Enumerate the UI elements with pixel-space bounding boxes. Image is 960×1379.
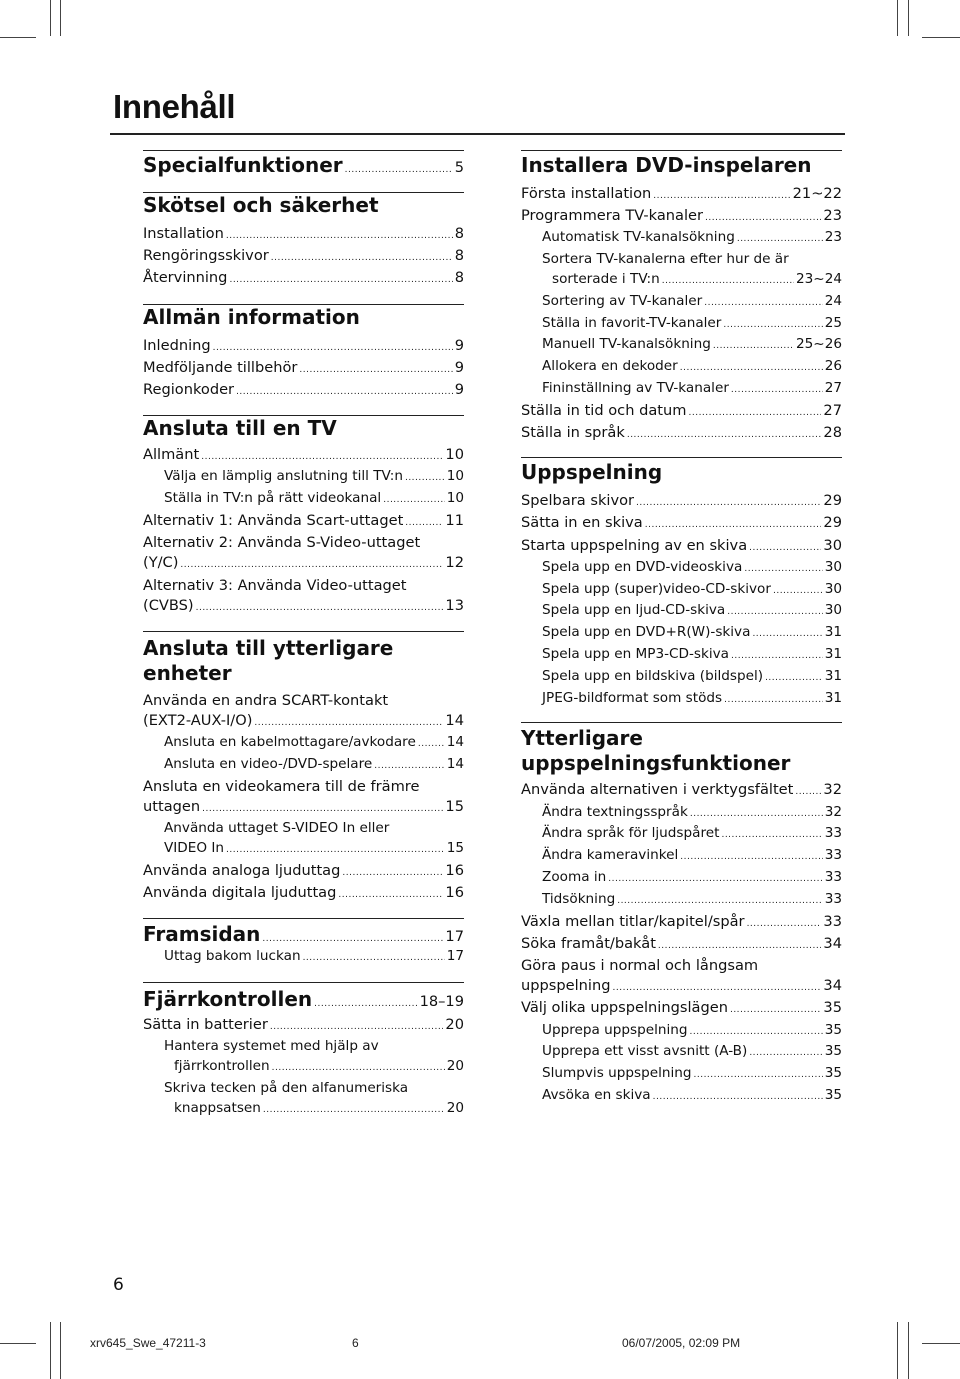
entry-label: Växla mellan titlar/kapitel/spår — [521, 912, 745, 930]
page-ref: 23 — [823, 207, 842, 225]
page-ref: 13 — [445, 596, 464, 614]
page-ref: 9 — [454, 358, 464, 376]
toc-subentry[interactable] — [521, 868, 842, 890]
leader-dots — [263, 1101, 445, 1121]
entry-label: Regionkoder — [143, 381, 235, 399]
toc-entry[interactable] — [143, 553, 464, 575]
page-ref: 35 — [824, 1086, 842, 1103]
entry-label: Allmänt — [143, 446, 200, 464]
crop-mark — [60, 0, 61, 36]
entry-label: Använda alternativen i verktygsfältet — [521, 781, 794, 799]
toc-entry[interactable] — [521, 912, 842, 934]
toc-entry[interactable] — [521, 423, 842, 445]
section-title: Installera DVD-inspelaren — [521, 153, 812, 177]
page-ref: 26 — [824, 358, 842, 375]
leader-dots — [731, 647, 823, 667]
entry-label: Spelbara skivor — [521, 492, 635, 510]
entry-line: Sortera TV-kanalerna efter hur de är — [542, 251, 789, 268]
section-title: Ansluta till en TV — [143, 416, 337, 441]
toc-subentry[interactable] — [143, 839, 464, 861]
leader-dots — [213, 338, 453, 358]
entry-line: Använda uttaget S-VIDEO In eller — [164, 820, 390, 837]
leader-dots — [645, 515, 822, 535]
page-ref: 34 — [823, 934, 842, 952]
leader-dots — [374, 757, 444, 777]
toc-subentry[interactable] — [521, 314, 842, 336]
toc-subentry[interactable] — [143, 489, 464, 511]
entry-label: Ändra textningsspråk — [542, 803, 688, 820]
entry-line: Alternativ 2: Använda S-Video-uttaget — [143, 534, 421, 552]
toc-subentry[interactable] — [521, 1086, 842, 1108]
leader-dots — [405, 469, 445, 489]
leader-dots — [795, 782, 821, 802]
entry-label: Uttag bakom luckan — [164, 948, 301, 965]
page-ref: 11 — [445, 512, 464, 530]
toc-subentry[interactable] — [521, 1021, 842, 1043]
toc-section-more-devices — [143, 631, 464, 905]
page-ref: 21~22 — [792, 185, 842, 202]
page-ref: 33 — [823, 912, 842, 930]
entry-label: Avsöka en skiva — [542, 1086, 651, 1103]
leader-dots — [196, 598, 444, 618]
leader-dots — [608, 870, 822, 890]
entry-label: Installation — [143, 225, 224, 242]
leader-dots — [272, 1059, 445, 1079]
leader-dots — [405, 513, 443, 533]
toc-section-tv — [143, 415, 464, 618]
crop-mark — [60, 1322, 61, 1379]
page-ref: 20 — [446, 1099, 464, 1116]
page-ref: 32 — [823, 781, 842, 799]
toc-entry[interactable] — [143, 596, 464, 618]
entry-label: Sortering av TV-kanaler — [542, 292, 703, 309]
page-ref: 30 — [824, 580, 842, 597]
leader-dots — [226, 841, 445, 861]
leader-dots — [627, 425, 822, 445]
leader-dots — [749, 538, 821, 558]
section-title: Fjärrkontrollen — [143, 987, 313, 1012]
entry-label: Spela upp en DVD+R(W)-skiva — [542, 624, 751, 641]
toc-entry[interactable] — [521, 206, 842, 228]
entry-line: Skriva tecken på den alfanumeriska — [164, 1080, 409, 1097]
entry-label: Återvinning — [143, 269, 228, 287]
entry-label: (Y/C) — [143, 554, 179, 572]
entry-label: Välja en lämplig anslutning till TV:n — [164, 468, 403, 485]
leader-dots — [314, 999, 417, 1009]
page-ref: 24 — [824, 292, 842, 309]
entry-label: Sätta in en skiva — [521, 514, 643, 532]
crop-mark — [908, 0, 909, 36]
toc-subentry[interactable] — [143, 733, 464, 755]
page-ref: 29 — [823, 514, 842, 532]
entry-label: (EXT2-AUX-I/O) — [143, 712, 253, 730]
entry-label: Ändra kameravinkel — [542, 847, 679, 864]
leader-dots — [744, 560, 822, 580]
leader-dots — [693, 1066, 822, 1086]
toc-subentry[interactable] — [143, 1099, 464, 1121]
crop-mark — [50, 1322, 51, 1379]
toc-subentry[interactable] — [521, 601, 842, 623]
toc-subentry[interactable] — [521, 580, 842, 602]
page-ref: 33 — [824, 825, 842, 842]
leader-dots — [271, 248, 453, 268]
toc-subentry[interactable] — [143, 467, 464, 489]
toc-section-front — [143, 918, 464, 969]
page-ref: 16 — [445, 862, 464, 880]
page-ref: 34 — [823, 977, 842, 995]
entry-label: Spela upp en MP3-CD-skiva — [542, 645, 729, 662]
leader-dots — [613, 978, 822, 998]
toc-section-playback — [521, 457, 842, 710]
page-ref: 33 — [824, 890, 842, 907]
toc-entry[interactable] — [143, 1015, 464, 1037]
leader-dots — [730, 1000, 821, 1020]
entry-label: Sätta in batterier — [143, 1016, 268, 1034]
entry-label: Söka framåt/bakåt — [521, 934, 656, 952]
entry-line: Använda en andra SCART-kontakt — [143, 692, 389, 710]
leader-dots — [752, 625, 822, 645]
toc-heading-entry[interactable] — [143, 922, 464, 947]
section-title: Ansluta till ytterligare enheter — [143, 636, 394, 686]
toc-entry[interactable] — [521, 976, 842, 998]
toc-section-extra-playback — [521, 722, 842, 1107]
page-ref: 30 — [823, 536, 842, 554]
leader-dots — [236, 382, 453, 402]
leader-dots — [201, 447, 443, 467]
leader-dots — [731, 381, 823, 401]
page-ref: 5 — [454, 159, 464, 176]
toc-subentry[interactable] — [143, 1057, 464, 1079]
leader-dots — [345, 165, 453, 175]
leader-dots — [303, 949, 445, 969]
section-rule — [521, 150, 842, 151]
toc-subentry[interactable] — [521, 824, 842, 846]
page-ref: 16 — [445, 884, 464, 902]
toc-entry[interactable] — [143, 511, 464, 533]
toc-subentry[interactable] — [521, 623, 842, 645]
page-ref: 20 — [446, 1058, 464, 1075]
entry-label: Använda analoga ljuduttag — [143, 862, 341, 880]
page-ref: 32 — [824, 803, 842, 820]
entry-label: Tidsökning — [542, 890, 616, 907]
title-rule — [110, 133, 845, 135]
toc-subentry[interactable] — [521, 357, 842, 379]
page-ref: 31 — [824, 667, 842, 684]
leader-dots — [636, 493, 821, 513]
entry-label: Spela upp (super)video-CD-skivor — [542, 580, 771, 597]
page-ref: 35 — [824, 1021, 842, 1038]
page-ref: 8 — [454, 247, 464, 265]
toc-right-column — [521, 150, 842, 1108]
page-number: 6 — [113, 1275, 124, 1295]
toc-subentry[interactable] — [521, 335, 842, 357]
toc-section-remote — [143, 982, 464, 1120]
footer-filename: xrv645_Swe_47211-3 — [90, 1336, 206, 1350]
entry-line: Alternativ 3: Använda Video-uttaget — [143, 576, 407, 594]
leader-dots — [270, 1017, 444, 1037]
section-title: uppspelningsfunktioner — [521, 751, 791, 776]
toc-subentry[interactable] — [521, 228, 842, 250]
toc-entry[interactable] — [143, 861, 464, 883]
leader-dots — [658, 936, 822, 956]
leader-dots — [724, 691, 823, 711]
leader-dots — [653, 1088, 823, 1108]
section-title: Allmän information — [143, 304, 360, 329]
page-ref: 14 — [446, 734, 464, 751]
page-title: Innehåll — [113, 88, 236, 125]
toc-entry[interactable] — [143, 358, 464, 380]
page-ref: 28 — [823, 423, 842, 441]
toc-entry[interactable] — [143, 445, 464, 467]
section-rule — [143, 982, 464, 983]
leader-dots — [202, 799, 443, 819]
page-ref: 27 — [824, 379, 842, 396]
page-ref: 8 — [454, 225, 464, 242]
leader-dots — [299, 360, 452, 380]
page-ref: 17 — [445, 928, 464, 946]
toc-entry[interactable] — [521, 513, 842, 535]
page-ref: 14 — [445, 712, 464, 730]
entry-label: Ställa in favorit-TV-kanaler — [542, 314, 722, 331]
section-rule — [143, 918, 464, 919]
leader-dots — [773, 582, 823, 602]
footer-page: 6 — [352, 1336, 359, 1350]
entry-label: Medföljande tillbehör — [143, 358, 298, 376]
toc-subentry[interactable] — [521, 890, 842, 912]
leader-dots — [747, 914, 822, 934]
leader-dots — [338, 885, 443, 905]
page-ref: 12 — [445, 554, 464, 572]
entry-label: Ansluta en kabelmottagare/avkodare — [164, 734, 416, 751]
page-ref: 10 — [446, 468, 464, 485]
entry-line: Hantera systemet med hjälp av — [164, 1038, 379, 1055]
entry-label: Rengöringsskivor — [143, 247, 269, 265]
toc-entry[interactable] — [143, 246, 464, 268]
leader-dots — [342, 863, 443, 883]
leader-dots — [680, 848, 822, 868]
toc-subentry[interactable] — [521, 803, 842, 825]
entry-label: Välj olika uppspelningslägen — [521, 999, 728, 1017]
leader-dots — [713, 337, 794, 357]
toc-section-care — [143, 192, 464, 291]
toc-entry[interactable] — [521, 491, 842, 513]
entry-label: knappsatsen — [174, 1099, 261, 1116]
section-rule — [521, 457, 842, 458]
entry-label: Ansluta en video-/DVD-spelare — [164, 756, 373, 773]
page-ref: 35 — [824, 1065, 842, 1082]
leader-dots — [749, 1044, 822, 1064]
leader-dots — [662, 272, 794, 292]
entry-label: Starta uppspelning av en skiva — [521, 536, 748, 554]
entry-label: Inledning — [143, 336, 211, 354]
page-ref: 35 — [823, 999, 842, 1017]
page-ref: 31 — [824, 624, 842, 641]
crop-mark — [908, 1322, 909, 1379]
entry-label: Spela upp en ljud-CD-skiva — [542, 602, 726, 619]
leader-dots — [690, 805, 823, 825]
entry-label: Ställa in språk — [521, 423, 625, 441]
page-ref: 9 — [454, 336, 464, 354]
page-ref: 33 — [824, 868, 842, 885]
leader-dots — [705, 208, 821, 228]
toc-heading-entry[interactable] — [143, 153, 464, 178]
crop-mark — [922, 1343, 960, 1344]
page-ref: 31 — [824, 645, 842, 662]
toc-subentry[interactable] — [521, 292, 842, 314]
entry-label: Manuell TV-kanalsökning — [542, 336, 711, 353]
toc-subentry[interactable] — [521, 1042, 842, 1064]
entry-label: Första installation — [521, 185, 652, 202]
page-ref: 23~24 — [796, 271, 842, 287]
page-ref: 14 — [446, 756, 464, 773]
page-ref: 10 — [446, 490, 464, 507]
entry-label: Ställa in TV:n på rätt videokanal — [164, 490, 382, 507]
entry-label: Använda digitala ljuduttag — [143, 884, 337, 902]
crop-mark — [0, 37, 36, 38]
toc-subentry[interactable] — [521, 558, 842, 580]
toc-subentry[interactable] — [143, 755, 464, 777]
leader-dots — [727, 603, 822, 623]
section-rule — [143, 631, 464, 632]
toc-subentry[interactable] — [521, 667, 842, 689]
toc-section-special — [143, 150, 464, 178]
toc-section-install — [521, 150, 842, 445]
entry-label: JPEG-bildformat som stöds — [542, 689, 723, 706]
entry-label: Slumpvis uppspelning — [542, 1065, 692, 1082]
toc-entry[interactable] — [143, 336, 464, 358]
entry-label: Ställa in tid och datum — [521, 401, 687, 419]
toc-entry[interactable] — [521, 934, 842, 956]
section-title: Skötsel och säkerhet — [143, 193, 379, 217]
crop-mark — [897, 1322, 898, 1379]
toc-subentry[interactable] — [521, 645, 842, 667]
page-ref: 23 — [824, 229, 842, 246]
toc-subentry[interactable] — [521, 689, 842, 711]
entry-label: Spela upp en bildskiva (bildspel) — [542, 667, 764, 684]
entry-label: sorterade i TV:n — [552, 271, 660, 287]
page-ref: 25~26 — [796, 336, 842, 353]
page-ref: 17 — [446, 948, 464, 965]
page-ref: 20 — [445, 1016, 464, 1034]
toc-entry[interactable] — [143, 268, 464, 290]
toc-entry[interactable] — [143, 883, 464, 905]
leader-dots — [418, 735, 445, 755]
leader-dots — [262, 934, 443, 944]
crop-mark — [922, 37, 960, 38]
page-ref: 30 — [824, 558, 842, 575]
toc-heading-entry[interactable] — [143, 987, 464, 1012]
page-ref: 25 — [824, 314, 842, 331]
page-ref: 10 — [445, 446, 464, 464]
crop-mark — [0, 1343, 36, 1344]
leader-dots — [688, 403, 821, 423]
page-ref: 29 — [823, 492, 842, 510]
crop-mark — [897, 0, 898, 36]
section-title: Ytterligare — [521, 726, 643, 751]
page-ref: 15 — [446, 840, 464, 857]
entry-line: Göra paus i normal och långsam — [521, 956, 759, 974]
entry-label: (CVBS) — [143, 596, 194, 614]
page-ref: 15 — [445, 798, 464, 816]
entry-label: Upprepa uppspelning — [542, 1021, 688, 1038]
toc-entry[interactable] — [521, 401, 842, 423]
page-ref: 9 — [454, 381, 464, 399]
leader-dots — [721, 826, 822, 846]
entry-label: Fininställning av TV-kanaler — [542, 379, 729, 396]
toc-entry[interactable] — [521, 998, 842, 1020]
page-ref: 33 — [824, 847, 842, 864]
section-rule — [143, 150, 464, 151]
section-title: Specialfunktioner — [143, 153, 343, 177]
leader-dots — [383, 491, 444, 511]
entry-label: Spela upp en DVD-videoskiva — [542, 558, 743, 575]
leader-dots — [226, 226, 453, 246]
leader-dots — [765, 669, 823, 689]
leader-dots — [690, 1023, 823, 1043]
entry-label: Programmera TV-kanaler — [521, 207, 704, 225]
section-title: Uppspelning — [521, 460, 663, 485]
toc-entry[interactable] — [521, 780, 842, 802]
leader-dots — [617, 892, 822, 912]
crop-mark — [50, 0, 51, 36]
toc-entry[interactable] — [143, 380, 464, 402]
entry-label: uttagen — [143, 798, 201, 816]
entry-label: fjärrkontrollen — [174, 1058, 270, 1075]
toc-entry[interactable] — [143, 711, 464, 733]
leader-dots — [254, 713, 443, 733]
entry-label: Alternativ 1: Använda Scart-uttaget — [143, 512, 404, 530]
page-ref: 18–19 — [419, 993, 464, 1011]
entry-label: Ändra språk för ljudspåret — [542, 825, 720, 842]
footer-date: 06/07/2005, 02:09 PM — [622, 1336, 741, 1350]
entry-label: Zooma in — [542, 868, 607, 885]
entry-label: Automatisk TV-kanalsökning — [542, 229, 735, 246]
entry-label: uppspelning — [521, 977, 611, 995]
entry-label: Upprepa ett visst avsnitt (A-B) — [542, 1043, 748, 1060]
toc-subentry[interactable] — [521, 1064, 842, 1086]
page-ref: 31 — [824, 689, 842, 706]
section-title: Framsidan — [143, 922, 261, 947]
entry-label: Allokera en dekoder — [542, 358, 678, 375]
leader-dots — [737, 230, 823, 250]
leader-dots — [229, 270, 452, 290]
page-ref: 27 — [823, 401, 842, 419]
page-ref: 30 — [824, 602, 842, 619]
leader-dots — [180, 555, 443, 575]
toc-entry[interactable] — [521, 536, 842, 558]
leader-dots — [723, 316, 822, 336]
section-rule — [521, 722, 842, 723]
toc-entry[interactable] — [143, 797, 464, 819]
toc-left-column — [143, 150, 464, 1121]
toc-subentry[interactable] — [521, 270, 842, 292]
page-ref: 35 — [824, 1043, 842, 1060]
leader-dots — [704, 294, 822, 314]
entry-label: VIDEO In — [164, 840, 225, 857]
leader-dots — [653, 186, 790, 206]
entry-line: Ansluta en videokamera till de främre — [143, 778, 420, 796]
toc-entry[interactable] — [521, 184, 842, 206]
toc-entry[interactable] — [143, 224, 464, 246]
page-ref: 8 — [454, 269, 464, 287]
toc-subentry[interactable] — [143, 947, 464, 969]
leader-dots — [680, 359, 823, 379]
toc-subentry[interactable] — [521, 846, 842, 868]
toc-subentry[interactable] — [521, 379, 842, 401]
toc-section-general — [143, 304, 464, 403]
